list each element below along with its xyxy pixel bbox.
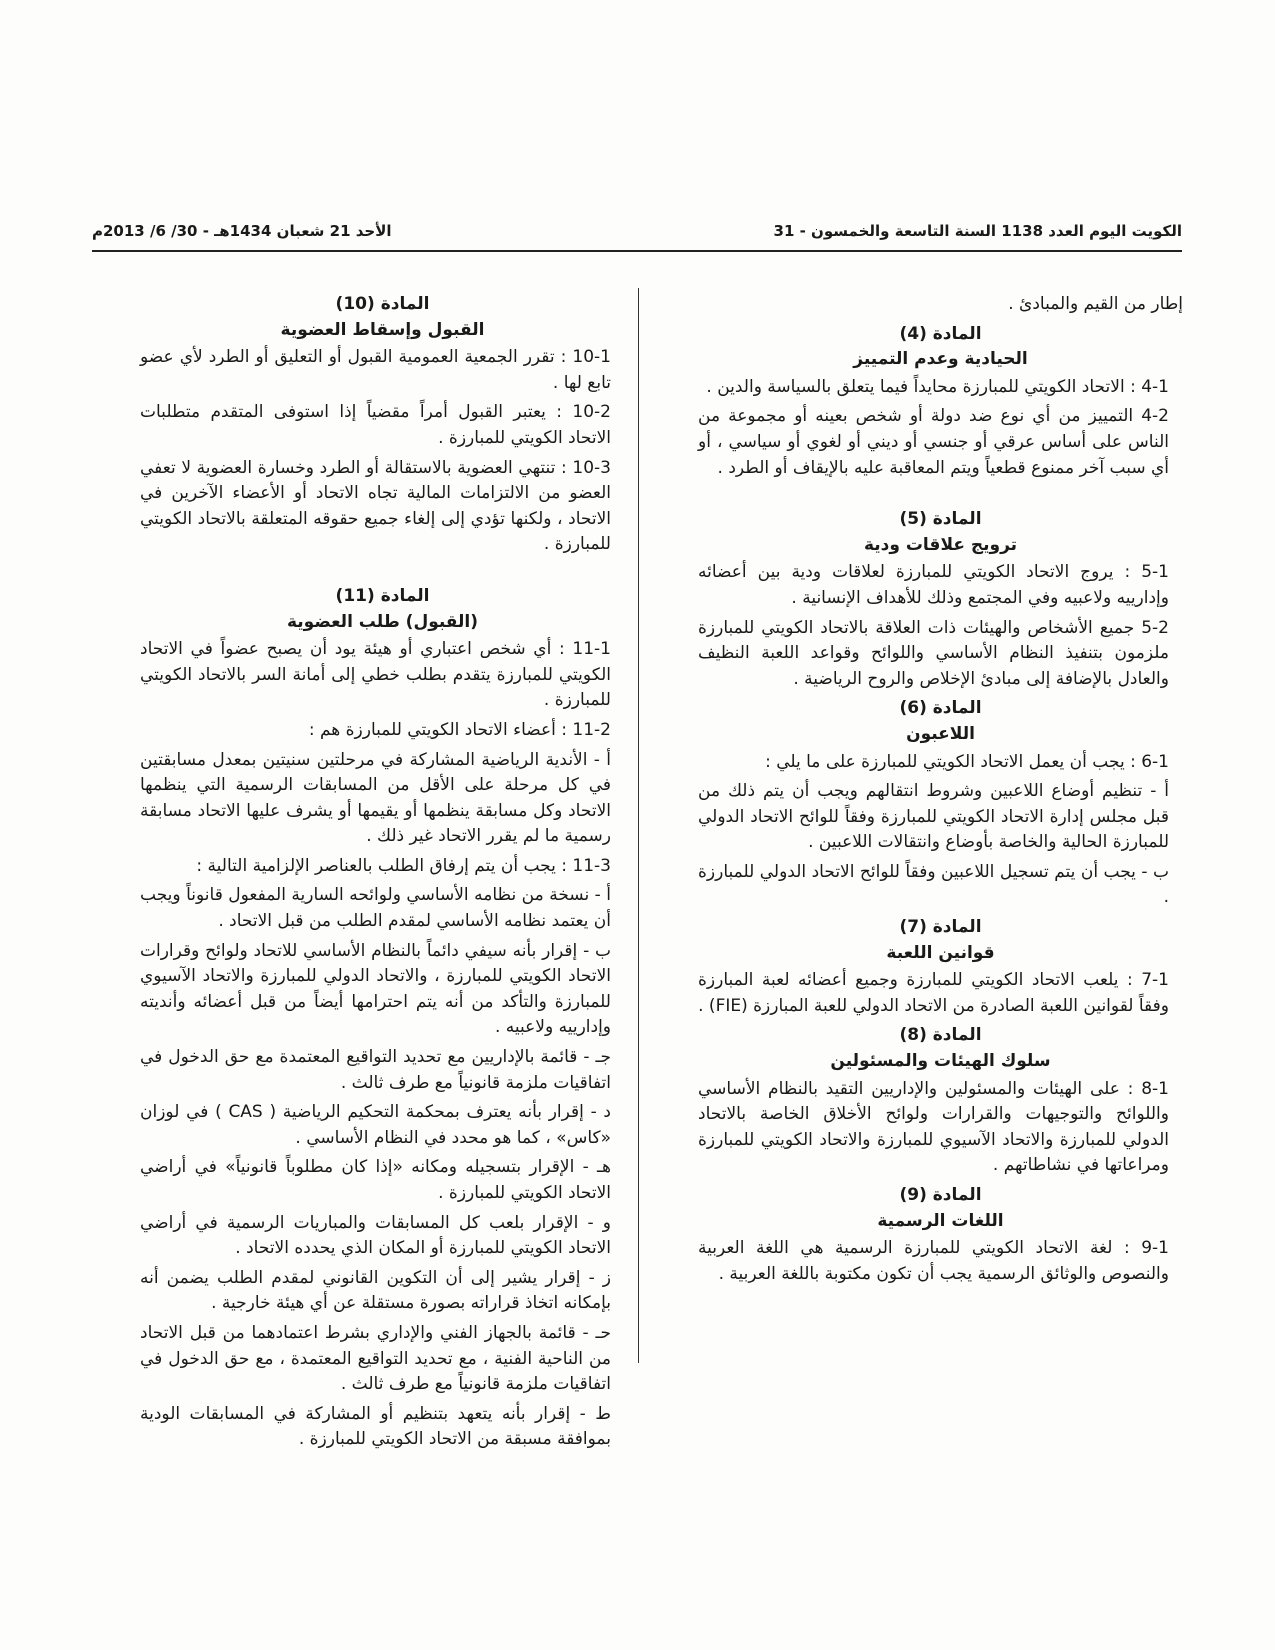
- article-number: المادة (6): [899, 698, 982, 719]
- header-rule: [92, 250, 1182, 252]
- article-paragraph: و - الإقرار بلعب كل المسابقات والمباريات الرسمية في أراضي الاتحاد الكويتي للمبارزة أو المكان الذي يحدده الاتحاد .: [140, 1212, 611, 1259]
- article-paragraph: 5-2 جميع الأشخاص والهيئات ذات العلاقة بالاتحاد الكويتي للمبارزة ملزمون بتنفيذ النظام الأساسي واللوائح وقواعد اللعبة النظيف والعادل بالإضافة إلى مبادئ الإخلاص والروح الرياضية .: [698, 617, 1169, 689]
- article-number: المادة (9): [899, 1185, 982, 1205]
- article-paragraph: 7-1 : يلعب الاتحاد الكويتي للمبارزة وجميع أعضائه لعبة المبارزة وفقاً لقوانين اللعبة الصادرة من الاتحاد الدولي للعبة المبارزة (FIE) .: [698, 970, 1169, 1016]
- header-date: الأحد 21 شعبان 1434هـ - 30/ 6/ 2013م: [92, 222, 392, 240]
- left-column: [140, 292, 625, 1457]
- article-paragraph: 11-1 : أي شخص اعتباري أو هيئة يود أن يصبح عضواً في الاتحاد الكويتي للمبارزة يتقدم بطلب خطي إلى أمانة السر بالاتحاد الكويتي للمبارزة .: [140, 639, 611, 711]
- article-title: اللغات الرسمية: [877, 1210, 1004, 1231]
- article-number: المادة (4): [899, 323, 982, 344]
- article-paragraph: هـ - الإقرار بتسجيله ومكانه «إذا كان مطلوباً قانونياً» في أراضي الاتحاد الكويتي للمبارزة .: [140, 1157, 611, 1203]
- article-number: المادة (8): [899, 1025, 982, 1046]
- article-5: [698, 507, 1183, 692]
- article-paragraph: 10-2 : يعتبر القبول أمراً مقضياً إذا استوفى المتقدم متطلبات الاتحاد الكويتي للمبارزة .: [140, 402, 611, 448]
- article-paragraph: ب - إقرار بأنه سيفي دائماً بالنظام الأساسي للاتحاد ولوائح وقرارات الاتحاد الكويتي للمبارزة ، والاتحاد الدولي للمبارزة والاتحاد الآسيوي للمبارزة والتأكد من أنه يتم احترامها أيضاً من قبل أعضائه وأنديته وإدارييه ولاعبيه .: [140, 940, 611, 1038]
- article-9: [698, 1183, 1183, 1287]
- article-paragraph: 4-1 : الاتحاد الكويتي للمبارزة محايداً فيما يتعلق بالسياسة والدين .: [706, 376, 1169, 397]
- article-paragraph: أ - نسخة من نظامه الأساسي ولوائحه السارية المفعول قانوناً ويجب أن يعتمد نظامه الأساسي لمقدم الطلب من قبل الاتحاد .: [140, 885, 611, 932]
- article-paragraph: 5-1 : يروج الاتحاد الكويتي للمبارزة لعلاقات ودية بين أعضائه وإدارييه ولاعبيه وفي المجتمع وذلك للأهداف الإنسانية .: [698, 562, 1169, 608]
- column-divider: [638, 288, 639, 1363]
- right-column: [698, 292, 1183, 1291]
- article-number: المادة (7): [899, 917, 982, 938]
- article-paragraph: أ - تنظيم أوضاع اللاعبين وشروط انتقالهم ويجب أن يتم ذلك من قبل مجلس إدارة الاتحاد الكويتي للمبارزة وفقاً للوائح الاتحاد الدولي للمبارزة الحالية والخاصة بأوضاع وانتقالات اللاعبين .: [698, 781, 1169, 853]
- article-paragraph: د - إقرار بأنه يعترف بمحكمة التحكيم الرياضية ( CAS ) في لوزان «كاس» ، كما هو محدد في النظام الأساسي .: [140, 1102, 611, 1148]
- article-title: ترويج علاقات ودية: [863, 534, 1018, 555]
- article-title: الحيادية وعدم التمييز: [853, 349, 1028, 370]
- article-number: المادة (11): [335, 585, 430, 606]
- article-6: [698, 696, 1183, 911]
- article-paragraph: 10-1 : تقرر الجمعية العمومية القبول أو التعليق أو الطرد لأي عضو تابع لها .: [140, 347, 611, 393]
- article-paragraph: 10-3 : تنتهي العضوية بالاستقالة أو الطرد وخسارة العضوية لا تعفي العضو من الالتزامات المالية تجاه الاتحاد أو الأعضاء الآخرين في الاتحاد ، ولكنها تؤدي إلى إلغاء جميع حقوقه المتعلقة بالاتحاد الكويتي للمبارزة .: [140, 457, 611, 555]
- article-11: [140, 584, 625, 1453]
- article-title: قوانين اللعبة: [886, 942, 995, 963]
- spacer: [140, 562, 625, 584]
- intro-text: إطار من القيم والمبادئ .: [1008, 294, 1183, 314]
- article-paragraph: 8-1 : على الهيئات والمسئولين والإداريين التقيد بالنظام الأساسي واللوائح والتوجيهات والقرارات ولوائح الأخلاق الخاصة بالاتحاد الدولي للمبارزة والاتحاد الآسيوي للمبارزة والاتحاد الكويتي للمبارزة ومراعاتها في نشاطاتهم .: [698, 1078, 1169, 1176]
- article-8: [698, 1023, 1183, 1179]
- article-title: سلوك الهيئات والمسئولين: [830, 1051, 1051, 1072]
- article-paragraph: حـ - قائمة بالجهاز الفني والإداري بشرط اعتمادهما من قبل الاتحاد من الناحية الفنية ، مع تحديد التواقيع المعتمدة ، مع حق الدخول في اتفاقيات ملزمة قانونياً مع طرف ثالث .: [140, 1322, 611, 1395]
- article-paragraph: 4-2 التمييز من أي نوع ضد دولة أو شخص بعينه أو مجموعة من الناس على أساس عرقي أو جنسي أو ديني أو لغوي أو سياسي ، أو أي سبب آخر ممنوع قطعياً ويتم المعاقبة عليه بالإيقاف أو الطرد .: [698, 406, 1169, 478]
- article-title: اللاعبون: [906, 723, 975, 744]
- article-paragraph: 9-1 : لغة الاتحاد الكويتي للمبارزة الرسمية هي اللغة العربية والنصوص والوثائق الرسمية يجب أن تكون مكتوبة باللغة العربية .: [698, 1238, 1169, 1284]
- article-paragraph: ب - يجب أن يتم تسجيل اللاعبين وفقاً للوائح الاتحاد الدولي للمبارزة .: [698, 861, 1169, 908]
- article-paragraph: جـ - قائمة بالإداريين مع تحديد التواقيع المعتمدة مع حق الدخول في اتفاقيات ملزمة قانونياً مع طرف ثالث .: [140, 1047, 611, 1093]
- header-issue-info: الكويت اليوم العدد 1138 السنة التاسعة والخمسون - 31: [773, 222, 1182, 240]
- article-paragraph: 11-3 : يجب أن يتم إرفاق الطلب بالعناصر الإلزامية التالية :: [196, 855, 611, 876]
- article-title: القبول وإسقاط العضوية: [280, 319, 485, 340]
- article-paragraph: ز - إقرار يشير إلى أن التكوين القانوني لمقدم الطلب يضمن أنه بإمكانه اتخاذ قراراته بصورة مستقلة عن أي هيئة خارجية .: [140, 1267, 611, 1314]
- article-10: [140, 292, 625, 558]
- article-paragraph: ط - إقرار بأنه يتعهد بتنظيم أو المشاركة في المسابقات الودية بموافقة مسبقة من الاتحاد الكويتي للمبارزة .: [140, 1403, 611, 1450]
- page-header: [92, 216, 1182, 246]
- article-number: المادة (10): [335, 294, 430, 314]
- article-title: (القبول) طلب العضوية: [286, 611, 479, 632]
- article-4: [698, 322, 1183, 482]
- article-paragraph: 6-1 : يجب أن يعمل الاتحاد الكويتي للمبارزة على ما يلي :: [765, 751, 1169, 772]
- article-7: [698, 915, 1183, 1019]
- spacer: [698, 485, 1183, 507]
- article-paragraph: أ - الأندية الرياضية المشاركة في مرحلتين سنيتين بمعدل مسابقتين في كل مرحلة على الأقل من المسابقات الرسمية التي ينظمها الاتحاد وكل مسابقة ينظمها أو يقيمها أو يشرف عليها الاتحاد مسابقة رسمية ما لم يقرر الاتحاد غير ذلك .: [140, 749, 611, 847]
- article-number: المادة (5): [899, 509, 982, 530]
- article-paragraph: 11-2 : أعضاء الاتحاد الكويتي للمبارزة هم :: [308, 719, 611, 740]
